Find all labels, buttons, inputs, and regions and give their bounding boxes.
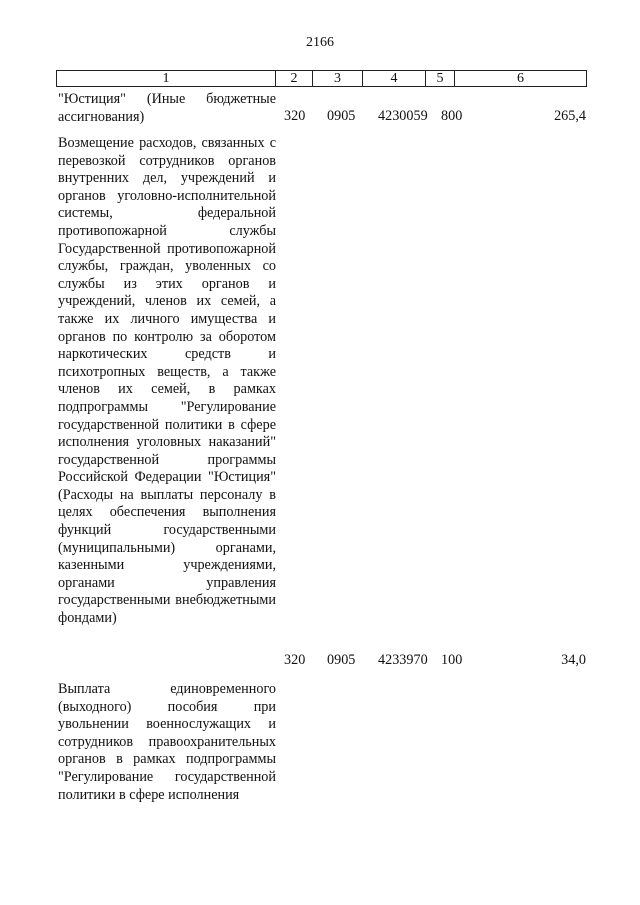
column-header-4: 4	[363, 71, 426, 87]
row-1-col5: 800	[441, 108, 463, 124]
row-2-col6: 34,0	[561, 652, 586, 668]
column-header-5: 5	[426, 71, 455, 87]
column-header-3: 3	[313, 71, 363, 87]
column-header-2: 2	[276, 71, 313, 87]
row-2-description: Возмещение расходов, связанных с перевозкой сотрудников органов внутренних дел, учреждений и органов уголовно-исполнительной системы, федеральной противопожарной службы Государственной противопожарной службы, граждан, уволенных со службы из этих органов и учреждений, членов их семей, а также их личного имущества и органов по контролю за оборотом наркотических средств и психотропных веществ, а также членов их семей, в рамках подпрограммы "Регулирование государственной политики в сфере исполнения уголовных наказаний" государственной программы Российской Федерации "Юстиция" (Расходы на выплаты персоналу в целях обеспечения выполнения функций государственными (муниципальными) органами, казенными учреждениями, органами управления государственными внебюджетными фондами)	[58, 135, 276, 627]
column-header-6: 6	[455, 71, 587, 87]
row-2-col5: 100	[441, 652, 463, 668]
row-1-col2: 320	[284, 108, 306, 124]
column-header-1: 1	[57, 71, 276, 87]
row-2-col2: 320	[284, 652, 306, 668]
row-1-col3: 0905	[327, 108, 356, 124]
column-header-table	[56, 70, 587, 87]
column-header-row	[57, 71, 587, 87]
page-number: 2166	[306, 35, 334, 50]
row-1-col6: 265,4	[554, 108, 586, 124]
row-2-col3: 0905	[327, 652, 356, 668]
row-2-col4: 4233970	[378, 652, 428, 668]
row-1-description: "Юстиция" (Иные бюджетные ассигнования)	[58, 91, 276, 125]
row-1-col4: 4230059	[378, 108, 428, 124]
row-3-description: Выплата единовременного (выходного) пособия при увольнении военнослужащих и сотрудников правоохранительных органов в рамках подпрограммы "Регулирование государственной политики в сфере исполнения	[58, 681, 276, 803]
